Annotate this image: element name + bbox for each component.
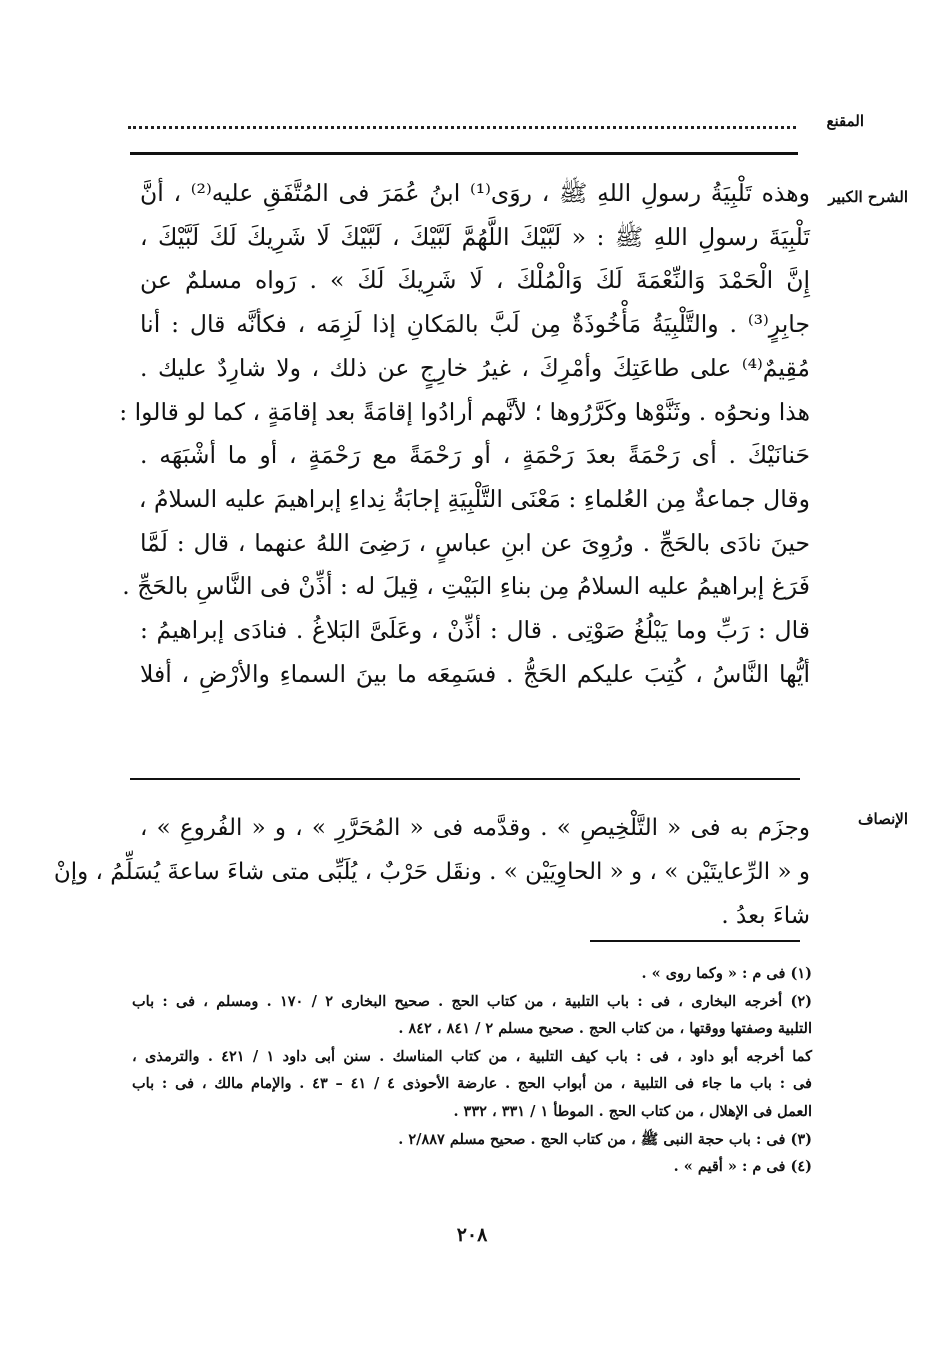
margin-label-insaf: الإنصاف (857, 810, 908, 828)
footnote-line: التلبية وصفتها ووقتها ، من كتاب الحج . صحيح مسلم ٢ / ٨٤١ ، ٨٤٢ . (398, 1020, 812, 1038)
running-title: المقنع (826, 112, 864, 130)
footnote-line: (٤) فى م : « أقيم » . (673, 1158, 812, 1176)
sharh-line: مُقِيمٌ⁽⁴⁾ على طاعَتِكَ وأمْرِكَ ، غيرُ خارِجٍ عن ذلك ، ولا شارِدٌ عليك . (140, 353, 810, 382)
insaf-line: شاءَ بعدُ . (721, 903, 810, 929)
header-rule (130, 152, 798, 155)
margin-label-sharh: الشرح الكبير (828, 188, 908, 206)
footnotes (132, 960, 812, 1181)
footnote-line: كما أخرجه أبو داود ، فى : باب كيف التلبية ، من كتاب المناسك . سنن أبى داود ١ / ٤٢١ . والترمذى ، (132, 1047, 812, 1065)
sharh-line: فَرَغ إبراهيمُ عليه السلامُ مِن بناءِ البَيْتِ ، قِيلَ له : أذِّنْ فى النَّاسِ بالحَجِّ . (122, 572, 810, 601)
footnote-line: (٢) أخرجه البخارى ، فى : باب التلبية ، من كتاب الحج . صحيح البخارى ٢ / ١٧٠ . ومسلم ، فى : باب (132, 992, 812, 1010)
sharh-line: تَلْبِيَةَ رسولِ اللهِ ﷺ : « لَبَّيْكَ اللَّهُمَّ لَبَّيْكَ ، لَبَّيْكَ لَا شَرِيكَ لَكَ لَبَّيْكَ ، (140, 222, 810, 251)
sharh-line: هذا ونحوُه . وثَنَّوْها وكَرَّرُوها ؛ لأنَّهم أرادُوا إقامَةً بعد إقامَةٍ ، كما لو قالوا : (119, 397, 810, 426)
footnote-line: (١) فى م : « وكما روى » . (641, 965, 812, 982)
footnote-rule (590, 940, 800, 942)
section-divider (130, 778, 800, 780)
dotted-rule (128, 126, 796, 129)
insaf-line: و « الرِّعايتَيْن » ، و « الحاوِيَيْن » . ونقَل حَرْبٌ ، يُلَبِّى متى شاءَ ساعةَ يُسَلِّمُ ، وإنْ (53, 859, 810, 885)
footnote-line: (٣) فى : باب حجة النبى ﷺ ، من كتاب الحج . صحيح مسلم ٢/٨٨٧ . (398, 1130, 812, 1148)
sharh-line: وقال جماعةٌ مِن العُلماءِ : مَعْنَى التَّلْبِيَةِ إجابَةُ نِداءِ إبراهيمَ عليه السلامُ ، (138, 484, 810, 513)
sharh-line: وهذه تَلْبِيَةُ رسولِ اللهِ ﷺ ، روَى⁽¹⁾ ابنُ عُمَرَ فى المُتَّفَقِ عليه⁽²⁾ ، أنَّ (140, 179, 810, 207)
sharh-body (119, 172, 810, 696)
insaf-body (53, 806, 810, 938)
insaf-line: وجزَم به فى « التَّلْخِيصِ » . وقدَّمه فى « المُحَرَّرِ » ، و « الفُروعِ » ، (140, 815, 810, 841)
sharh-line: حينَ نادَى بالحَجِّ . ورُوِىَ عن ابنِ عباسٍ ، رَضِىَ اللهُ عنهما ، قال : لَمَّا (140, 528, 810, 557)
footnote-line: فى : باب ما جاء فى التلبية ، من أبواب الحج . عارضة الأحوذى ٤ / ٤١ – ٤٣ . والإمام مالك ، فى : باب (132, 1075, 812, 1093)
footnote-line: العمل فى الإهلال ، من كتاب الحج . الموطأ ١ / ٣٣١ ، ٣٣٢ . (453, 1102, 812, 1120)
sharh-line: جابِرٍ⁽³⁾ . والتَّلْبِيَةُ مَأْخُوذَةٌ مِن لَبَّ بالمَكانِ إذا لَزِمَه ، فكأنَّه قال : أنا (140, 310, 810, 339)
sharh-line: إِنَّ الْحَمْدَ وَالنِّعْمَةَ لَكَ وَالْمُلْكَ ، لَا شَرِيكَ لَكَ » . رَواه مسلمٌ عن (140, 266, 810, 295)
page-number: ٢٠٨ (456, 1224, 488, 1246)
sharh-line: حَنانَيْكَ . أى رَحْمَةً بعدَ رَحْمَةٍ ، أو رَحْمَةً مع رَحْمَةٍ ، أو ما أشْبَهَه . (140, 441, 810, 470)
sharh-line: قال : رَبِّ وما يَبْلُغُ صَوْتِى . قال : أذِّنْ ، وعَلَىَّ البَلاغُ . فنادَى إبراهيمُ : (140, 616, 810, 645)
sharh-line: أيُّها النَّاسُ ، كُتِبَ عليكم الحَجُّ . فسَمِعَه ما بينَ السماءِ والأرْضِ ، أفلا (140, 659, 810, 688)
